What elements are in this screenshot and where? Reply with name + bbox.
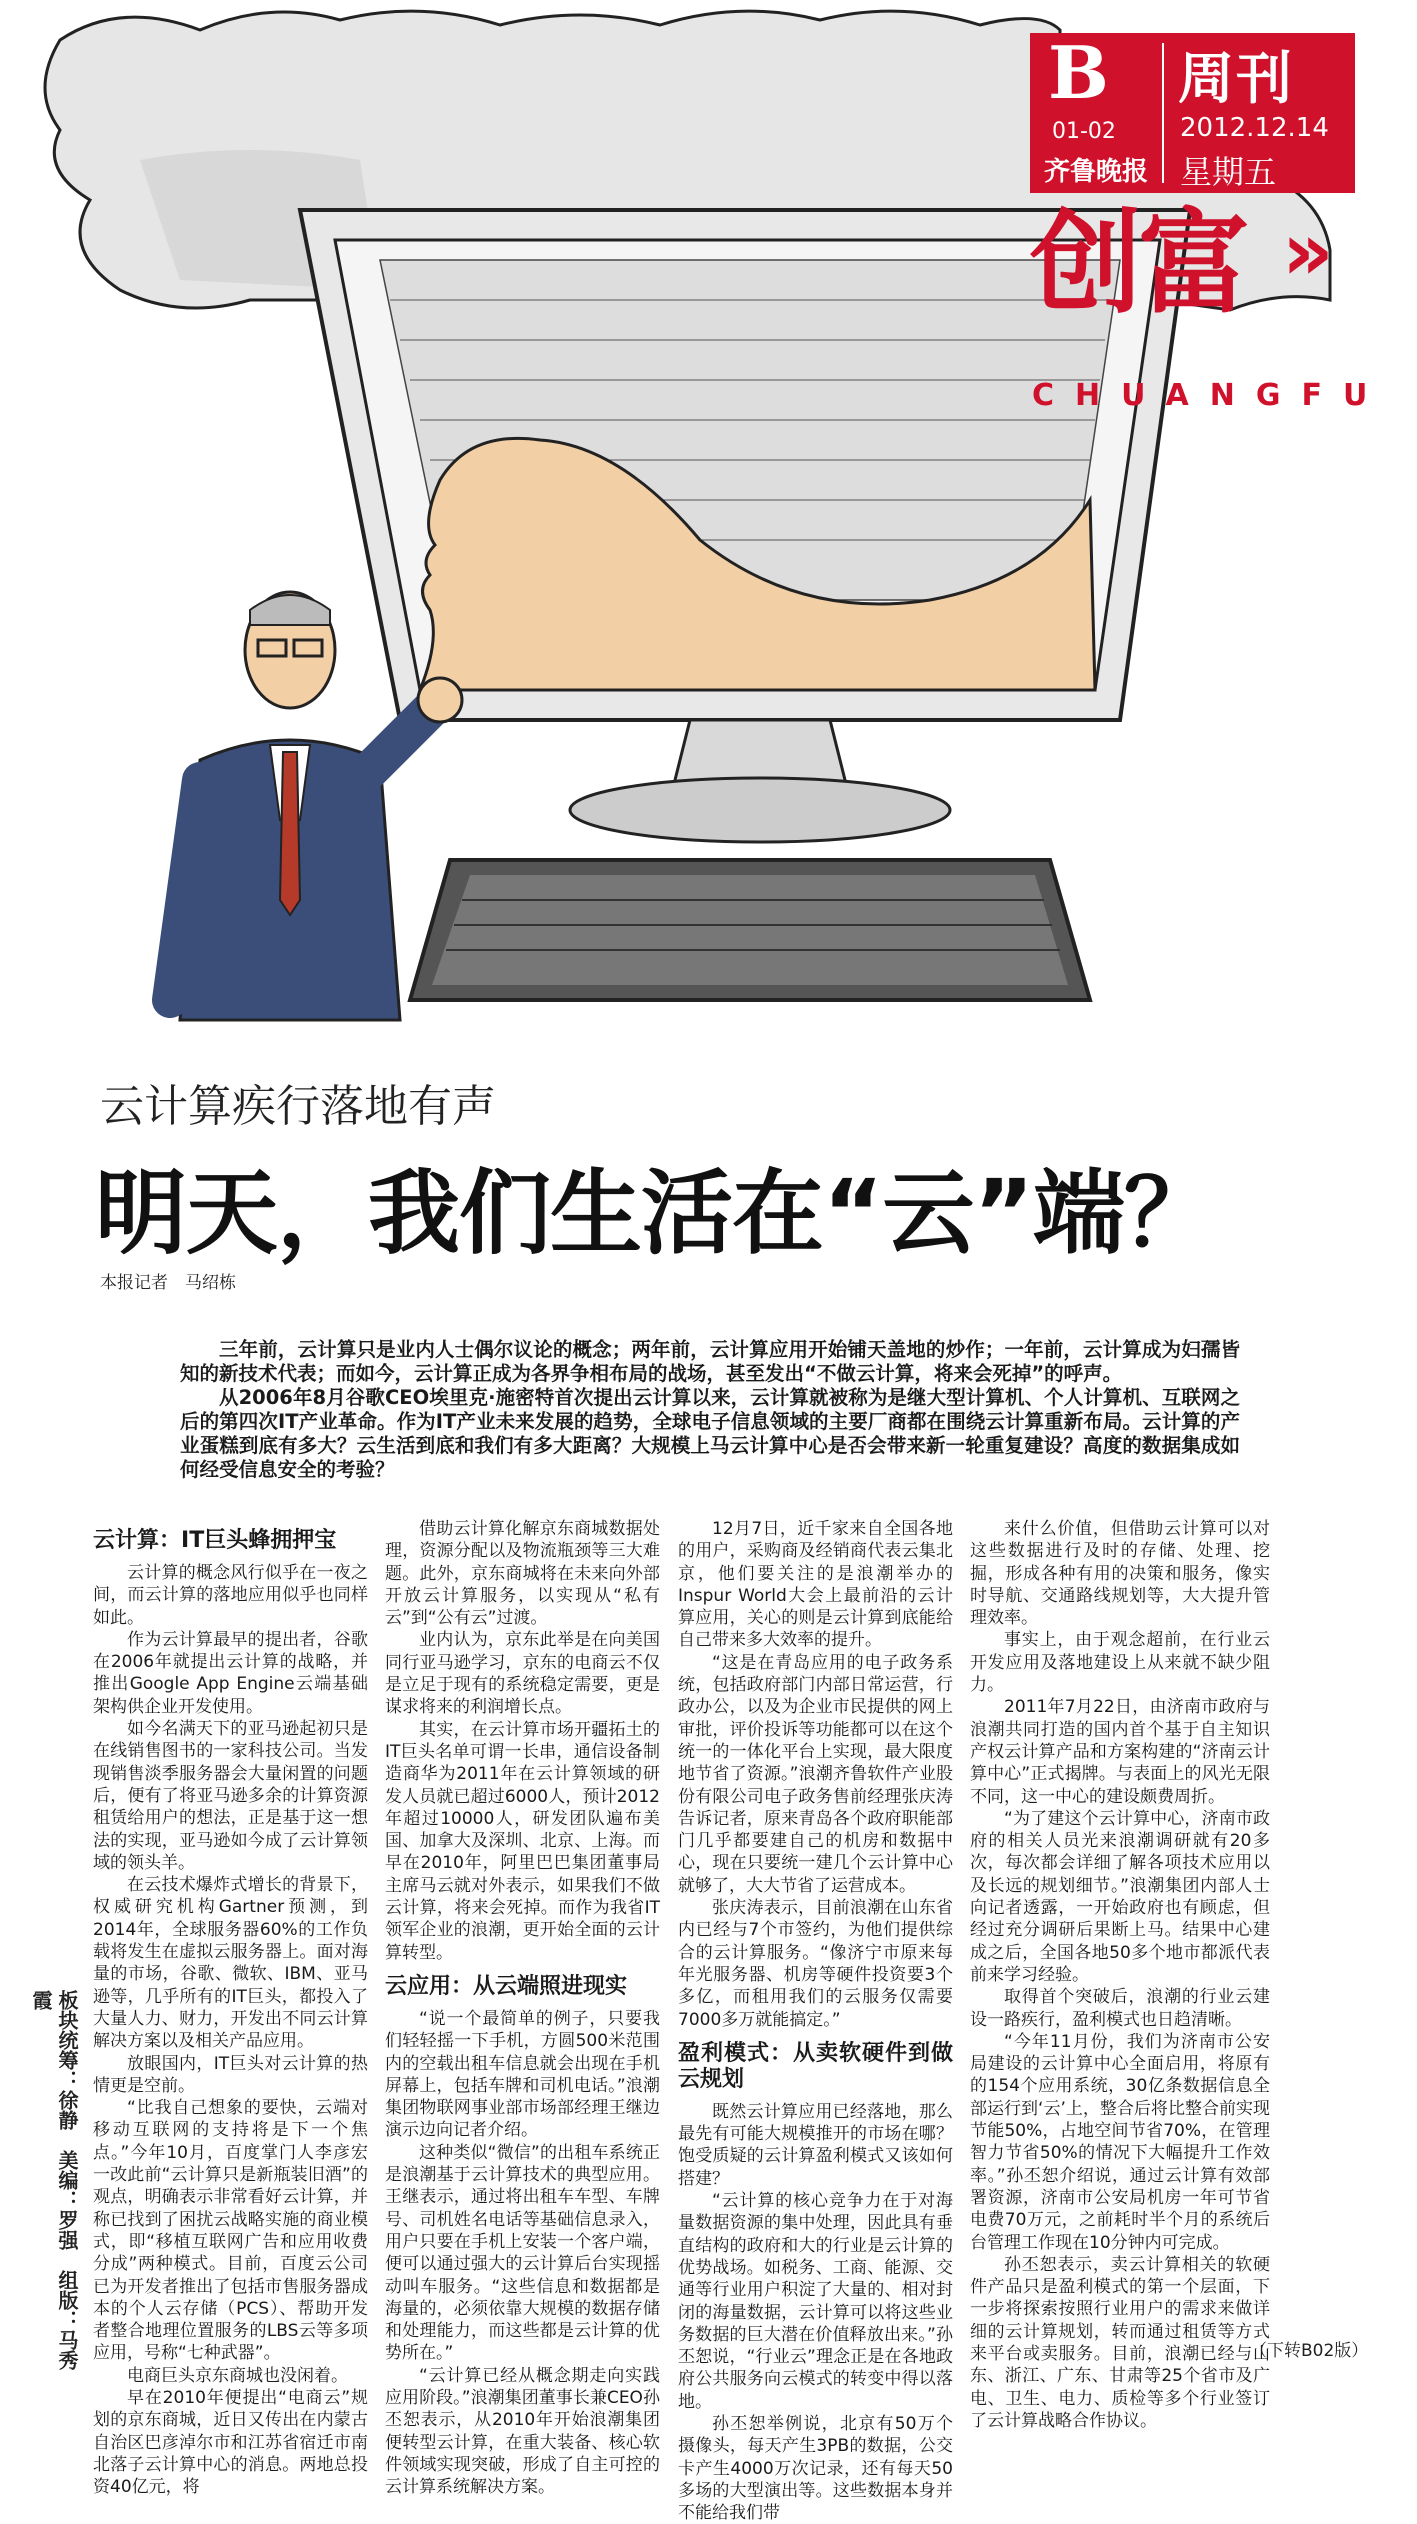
paragraph: 孙丕恕表示，卖云计算相关的软硬件产品只是盈利模式的第一个层面，下一步将探索按照行业用户的需求来做详细的云计算规划，转而通过租赁等方式来平台或卖服务。目前，浪潮已经与山东、浙江、广东、甘肃等25个省市及广电、卫生、电力、质检等多个行业签订了云计算战略合作协议。 — [970, 2254, 1270, 2431]
paragraph: 既然云计算应用已经落地，那么最先有可能大规模推开的市场在哪？饱受质疑的云计算盈利模式又该如何搭建？ — [678, 2101, 953, 2189]
lead-paragraph: 从2006年8月谷歌CEO埃里克·施密特首次提出云计算以来，云计算就被称为是继大型计算机、个人计算机、互联网之后的第四次IT产业革命。作为IT产业未来发展的趋势，全球电子信息领域的主要厂商都在围绕云计算重新布局。云计算的产业蛋糕到底有多大？云生活到底和我们有多大距离？大规模上马云计算中心是否会带来新一轮重复建设？高度的数据集成如何经受信息安全的考验？ — [180, 1386, 1240, 1481]
paragraph: “云计算已经从概念期走向实践应用阶段。”浪潮集团董事长兼CEO孙丕恕表示，从2010年开始浪潮集团便转型云计算，在重大装备、核心软件领域实现突破，形成了自主可控的云计算系统解决方案。 — [385, 2365, 660, 2498]
keyboard — [410, 860, 1090, 1000]
paragraph: 孙丕恕举例说，北京有50万个摄像头，每天产生3PB的数据，公交卡产生4000万次记录，还有每天50多场的大型演出等。这些数据本身并不能给我们带 — [678, 2413, 953, 2524]
paragraph: 业内认为，京东此举是在向美国同行亚马逊学习，京东的电商云不仅是立足于现有的系统稳定需要，更是谋求将来的利润增长点。 — [385, 1630, 660, 1718]
masthead-weekday: 星期五 — [1180, 153, 1277, 191]
masthead-pages: 01-02 — [1052, 119, 1116, 144]
masthead-letter: B — [1048, 30, 1109, 115]
lead-paragraph: 三年前，云计算只是业内人士偶尔议论的概念；两年前，云计算应用开始铺天盖地的炒作；一年前，云计算成为妇孺皆知的新技术代表；而如今，云计算正成为各界争相布局的战场，甚至发出“不做云计算，将来会死掉”的呼声。 — [180, 1338, 1240, 1385]
paragraph: “云计算的核心竞争力在于对海量数据资源的集中处理，因此具有垂直结构的政府和大的行业是云计算的优势战场。如税务、工商、能源、交通等行业用户积淀了大量的、相对封闭的海量数据，云计算可以将这些业务数据的巨大潜在价值释放出来。”孙丕恕说，“行业云”理念正是在各地政府公共服务向云模式的转变中得以落地。 — [678, 2191, 953, 2412]
section-arrow-icon: » — [1282, 205, 1334, 298]
masthead-date: 2012.12.14 — [1180, 113, 1329, 143]
paragraph: 取得首个突破后，浪潮的行业云建设一路疾行，盈利模式也日趋清晰。 — [970, 1987, 1270, 2030]
article-column-4 — [970, 1518, 1270, 2431]
section-title: 创富 — [1030, 199, 1246, 329]
masthead-weekly: 周刊 — [1178, 47, 1294, 112]
paragraph: 其实，在云计算市场开疆拓土的IT巨头名单可谓一长串，通信设备制造商华为2011年在云计算领域的研发人员就已超过6000人，预计2012年超过10000人，研发团队遍布美国、加拿大及深圳、北京、上海。而早在2010年，阿里巴巴集团董事局主席马云就对外表示，如果我们不做云计算，将来会死掉。而作为我省IT领军企业的浪潮，更开始全面的云计算转型。 — [385, 1719, 660, 1963]
section-pinyin: CHUANGFU — [1032, 378, 1389, 413]
article-lead — [180, 1338, 1240, 1482]
section-heading-1: 云计算：IT巨头蜂拥押宝 — [93, 1528, 337, 1553]
paragraph: “今年11月份，我们为济南市公安局建设的云计算中心全面启用，将原有的154个应用系统，30亿条数据信息全部运行到‘云’上，整合后将比整合前实现节能50%，占地空间节省70%，在管理智力节省50%的情况下大幅提升工作效率。”孙丕恕介绍说，通过云计算有效部署资源，济南市公安局机房一年可节省电费70万元，之前耗时半个月的系统后台管理工作现在10分钟内可完成。 — [970, 2031, 1270, 2253]
masthead-divider — [1162, 43, 1164, 183]
paragraph: 借助云计算化解京东商城数据处理，资源分配以及物流瓶颈等三大难题。此外，京东商城将在未来向外部开放云计算服务，以实现从“私有云”到“公有云”过渡。 — [385, 1519, 660, 1629]
section-heading-2: 云应用：从云端照进现实 — [385, 1973, 628, 1999]
paragraph: 12月7日，近千家来自全国各地的用户，采购商及经销商代表云集北京，他们要关注的是浪潮举办的Inspur World大会上最前沿的云计算应用，关心的则是云计算到底能给自己带来多大效率的提升。 — [678, 1519, 953, 1651]
article-column-2 — [385, 1518, 660, 2498]
paragraph: “为了建这个云计算中心，济南市政府的相关人员光来浪潮调研就有20多次，每次都会详细了解各项技术应用以及长远的规划细节。”浪潮集团内部人士向记者透露，一开始政府也有顾虑，但经过充分调研后果断上马。结果中心建成之后，全国各地50多个地市都派代表前来学习经验。 — [970, 1808, 1270, 1985]
paragraph: 来什么价值，但借助云计算可以对这些数据进行及时的存储、处理、挖掘，形成各种有用的决策和服务，像实时导航、交通路线规划等，大大提升管理效率。 — [970, 1519, 1270, 1629]
paragraph: “说一个最简单的例子，只要我们轻轻摇一下手机，方圆500米范围内的空载出租车信息就会出现在手机屏幕上，包括车牌和司机电话。”浪潮集团物联网事业部市场部经理王继边演示边向记者介绍。 — [385, 2008, 660, 2141]
paragraph: “这是在青岛应用的电子政务系统，包括政府部门内部日常运营，行政办公，以及为企业市民提供的网上审批，评价投诉等功能都可以在这个统一的一体化平台上实现，最大限度地节省了资源。”浪潮齐鲁软件产业股份有限公司电子政务售前经理张庆涛告诉记者，原来青岛各个政府职能部门几乎都要建自己的机房和数据中心，现在只要统一建几个云计算中心就够了，大大节省了运营成本。 — [678, 1652, 953, 1896]
paragraph: 放眼国内，IT巨头对云计算的热情更是空前。 — [93, 2053, 368, 2096]
masthead — [1030, 30, 1355, 193]
paragraph: “比我自己想象的要快，云端对移动互联网的支持将是下一个焦点。”今年10月，百度掌门人李彦宏一改此前“云计算只是新瓶装旧酒”的观点，明确表示非常看好云计算，并称已找到了困扰云战略实施的商业模式，即“移植互联网广告和应用收费分成”两种模式。目前，百度云公司已为开发者推出了包括市售服务器成本的个人云存储（PCS）、帮助开发者整合地理位置服务的LBS云等多项应用，号称“七种武器”。 — [93, 2098, 368, 2364]
article-subtitle: 云计算疾行落地有声 — [100, 1081, 496, 1132]
paragraph: 云计算的概念风行似乎在一夜之间，而云计算的落地应用似乎也同样如此。 — [93, 1563, 368, 1628]
article-column-3 — [678, 1518, 953, 2524]
page-credits: 板块统筹：徐静 美编：罗强 组版：马秀霞 — [29, 1990, 79, 2370]
paragraph: 这种类似“微信”的出租车系统正是浪潮基于云计算技术的典型应用。王继表示，通过将出租车车型、车牌号、司机姓名电话等基础信息录入，用户只要在手机上安装一个客户端，便可以通过强大的云计算后台实现摇动叫车服务。“这些信息和数据都是海量的，必须依靠大规模的数据存储和处理能力，而这些都是云计算的优势所在。” — [385, 2142, 660, 2364]
paragraph: 2011年7月22日，由济南市政府与浪潮共同打造的国内首个基于自主知识产权云计算产品和方案构建的“济南云计算中心”正式揭牌。与表面上的风光无限不同，这一中心的建设颇费周折。 — [970, 1697, 1270, 1807]
article-headline: 明天，我们生活在“云”端？ — [95, 1160, 1215, 1267]
continued-note: （下转B02版） — [1250, 2341, 1369, 2361]
paragraph: 如今名满天下的亚马逊起初只是在线销售图书的一家科技公司。当发现销售淡季服务器会大量闲置的问题后，便有了将亚马逊多余的计算资源租赁给用户的想法，正是基于这一想法的实现，亚马逊如今成了云计算领域的领头羊。 — [93, 1719, 368, 1873]
section-heading-3: 盈利模式：从卖软硬件到做云规划 — [678, 2040, 953, 2092]
article-byline: 本报记者 马绍栋 — [100, 1273, 236, 1293]
paragraph: 电商巨头京东商城也没闲着。 — [127, 2365, 348, 2386]
article-column-1 — [93, 1518, 368, 2498]
paragraph: 在云技术爆炸式增长的背景下，权威研究机构Gartner预测，到2014年，全球服务器60%的工作负载将发生在虚拟云服务器上。面对海量的市场，谷歌、微软、IBM、亚马逊等，几乎所有的IT巨头，都投入了大量人力、财力，开发出不同云计算解决方案以及相关产品应用。 — [93, 1875, 368, 2052]
paragraph: 早在2010年便提出“电商云”规划的京东商城，近日又传出在内蒙古自治区巴彦淖尔市和江苏省宿迁市南北落子云计算中心的消息。两地总投资40亿元，将 — [93, 2387, 368, 2498]
paragraph: 事实上，由于观念超前，在行业云开发应用及落地建设上从来就不缺少阻力。 — [970, 1630, 1270, 1696]
paragraph: 张庆涛表示，目前浪潮在山东省内已经与7个市签约，为他们提供综合的云计算服务。“像济宁市原来每年光服务器、机房等硬件投资要3个多亿，而租用我们的云服务仅需要7000多万就能搞定。” — [678, 1898, 953, 2030]
paragraph: 作为云计算最早的提出者，谷歌在2006年就提出云计算的战略，并推出Google App Engine云端基础架构供企业开发使用。 — [93, 1629, 368, 1717]
masthead-paper-name: 齐鲁晚报 — [1044, 157, 1149, 187]
